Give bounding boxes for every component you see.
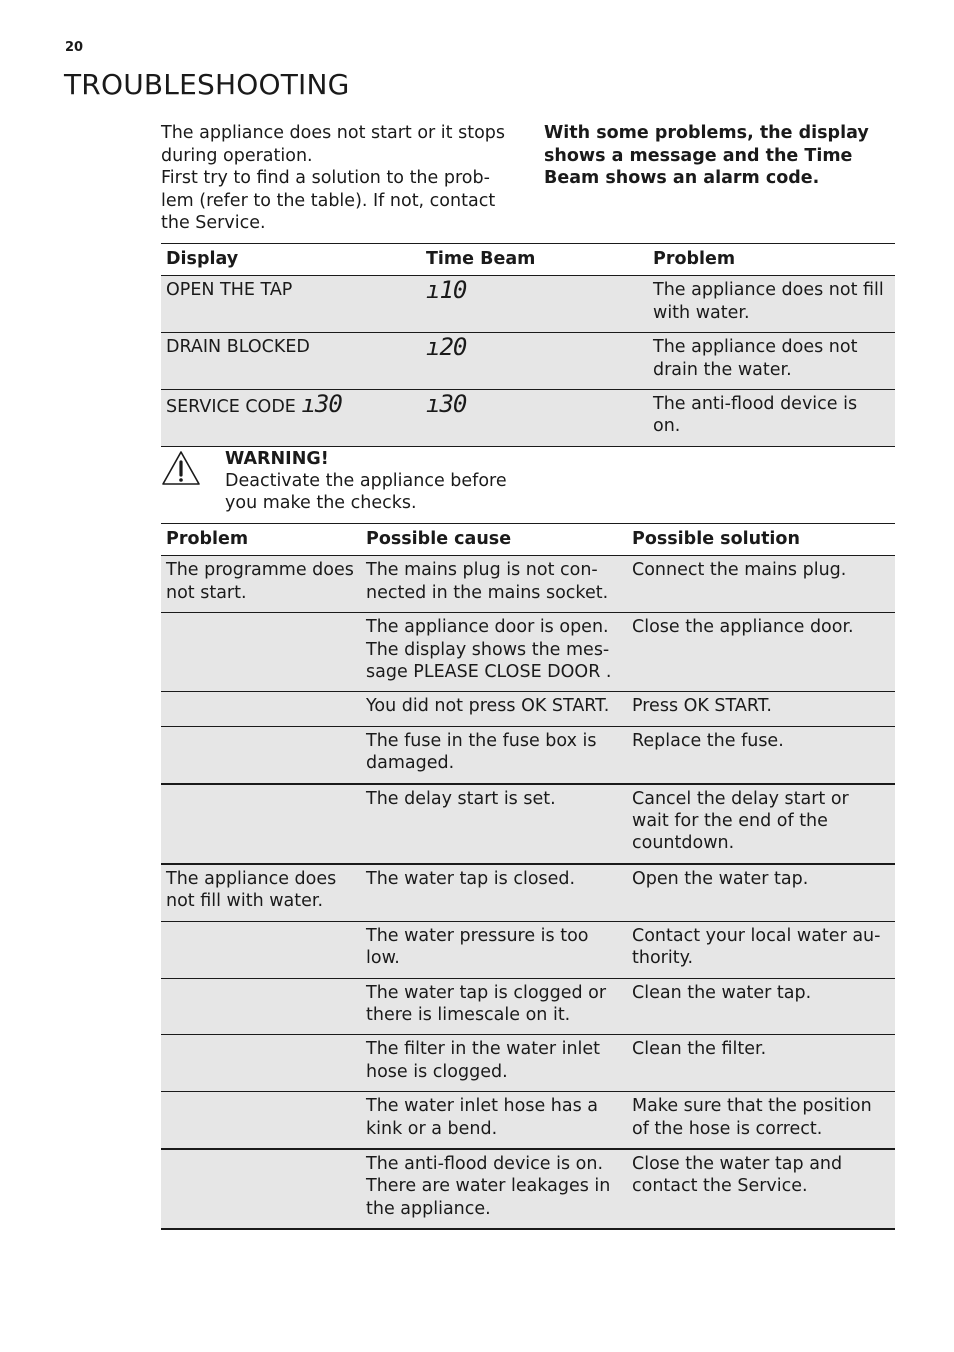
solution-cell: Cancel the delay start or wait for the end of the countdown.	[627, 784, 895, 864]
display-message: SERVICE CODE	[166, 397, 296, 418]
intro-paragraph: First try to find a solution to the prob- lem (refer to the table). If not, contact the Service.	[161, 168, 496, 234]
solution-cell: Clean the water tap.	[627, 978, 895, 1035]
display-message: DRAIN BLOCKED	[166, 337, 310, 358]
table-row	[161, 1035, 895, 1092]
solution-cell: Make sure that the position of the hose is correct.	[627, 1092, 895, 1149]
problem-cell: The anti-flood device is on.	[648, 390, 895, 447]
table-row	[161, 556, 895, 613]
problem-cell	[161, 1092, 361, 1149]
problem-cell	[161, 921, 361, 978]
column-header-display: Display	[161, 244, 421, 276]
solution-cell: Clean the filter.	[627, 1035, 895, 1092]
table-row	[161, 333, 895, 390]
cause-cell: The delay start is set.	[361, 784, 627, 864]
warning-box	[161, 448, 561, 518]
page-title: TROUBLESHOOTING	[64, 68, 350, 101]
solution-cell: Replace the fuse.	[627, 726, 895, 783]
cause-cell: The appliance door is open. The display shows the mes- sage PLEASE CLOSE DOOR .	[361, 613, 627, 692]
warning-text: Deactivate the appliance before you make the checks.	[225, 471, 507, 514]
table-header-row	[161, 244, 895, 276]
alarm-code: ı20	[426, 333, 467, 362]
warning-title: WARNING!	[225, 449, 329, 469]
page-number: 20	[65, 40, 84, 55]
alarm-codes-table	[161, 243, 895, 447]
column-header-time-beam: Time Beam	[421, 244, 648, 276]
display-message: OPEN THE TAP	[166, 280, 293, 301]
problem-cell	[161, 613, 361, 692]
column-header-possible-cause: Possible cause	[361, 524, 627, 556]
cause-cell: The water pressure is too low.	[361, 921, 627, 978]
table-row	[161, 921, 895, 978]
cause-cell: The anti-flood device is on. There are water leakages in the appliance.	[361, 1149, 627, 1229]
time-beam-cell	[421, 276, 648, 333]
alarm-code: ı30	[426, 390, 467, 419]
table-header-row	[161, 524, 895, 556]
solution-cell: Close the water tap and contact the Service.	[627, 1149, 895, 1229]
problem-cell	[161, 726, 361, 783]
cause-cell: The mains plug is not con- nected in the mains socket.	[361, 556, 627, 613]
table-row	[161, 1092, 895, 1149]
cause-cell: The water inlet hose has a kink or a bend.	[361, 1092, 627, 1149]
intro-right: With some problems, the display shows a message and the Time Beam shows an alarm code.	[544, 123, 869, 189]
solution-cell: Open the water tap.	[627, 864, 895, 921]
table-row	[161, 276, 895, 333]
column-header-problem: Problem	[648, 244, 895, 276]
column-header-possible-solution: Possible solution	[627, 524, 895, 556]
solution-cell: Close the appliance door.	[627, 613, 895, 692]
display-code: ı30	[301, 390, 342, 419]
troubleshooting-table	[161, 523, 895, 1230]
solution-cell: Press OK START.	[627, 692, 895, 726]
table-row	[161, 784, 895, 864]
time-beam-cell	[421, 390, 648, 447]
problem-cell: The appliance does not drain the water.	[648, 333, 895, 390]
time-beam-cell	[421, 333, 648, 390]
display-cell	[161, 390, 421, 447]
problem-cell: The appliance does not fill with water.	[648, 276, 895, 333]
intro-paragraph: The appliance does not start or it stops during operation.	[161, 123, 506, 166]
display-cell	[161, 276, 421, 333]
table-row	[161, 1149, 895, 1229]
table-row	[161, 864, 895, 921]
table-row	[161, 978, 895, 1035]
cause-cell: The water tap is clogged or there is limescale on it.	[361, 978, 627, 1035]
cause-cell: The water tap is closed.	[361, 864, 627, 921]
cause-cell: You did not press OK START.	[361, 692, 627, 726]
table-row	[161, 390, 895, 447]
alarm-code: ı10	[426, 276, 467, 305]
table-row	[161, 692, 895, 726]
problem-cell: The appliance does not fill with water.	[161, 864, 361, 921]
problem-cell: The programme does not start.	[161, 556, 361, 613]
problem-cell	[161, 1149, 361, 1229]
problem-cell	[161, 1035, 361, 1092]
display-cell	[161, 333, 421, 390]
warning-triangle-icon	[161, 450, 201, 486]
table-row	[161, 726, 895, 783]
column-header-problem: Problem	[161, 524, 361, 556]
solution-cell: Connect the mains plug.	[627, 556, 895, 613]
table-row	[161, 613, 895, 692]
problem-cell	[161, 784, 361, 864]
cause-cell: The fuse in the fuse box is damaged.	[361, 726, 627, 783]
intro-left	[161, 122, 516, 235]
problem-cell	[161, 692, 361, 726]
solution-cell: Contact your local water au- thority.	[627, 921, 895, 978]
cause-cell: The filter in the water inlet hose is clogged.	[361, 1035, 627, 1092]
problem-cell	[161, 978, 361, 1035]
